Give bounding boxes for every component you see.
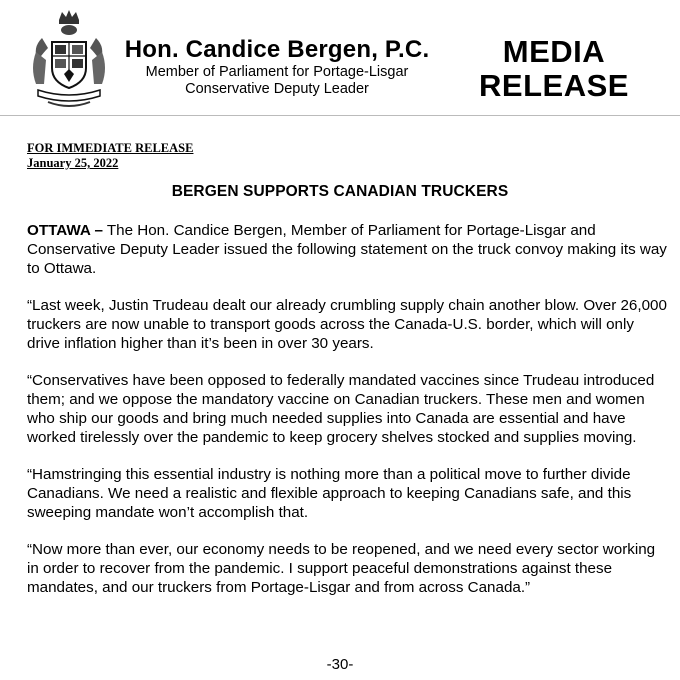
body-paragraph-4: “Hamstringing this essential industry is nothing more than a political move to further divide Canadians. We need a realistic and flexible approach to keeping Canadians safe, and this sweeping mandate won’t accomplish that. xyxy=(27,466,632,521)
end-mark: -30- xyxy=(326,656,354,673)
body-paragraph-2: “Last week, Justin Trudeau dealt our already crumbling supply chain another blow. Over 26,000 truckers are now unable to transport goods across the Canada-U.S. border, which will only drive inflation higher than it’s been in over 30 years. xyxy=(27,297,667,352)
paragraph-1-text: The Hon. Candice Bergen, Member of Parliament for Portage-Lisgar and Conservative Deputy Leader issued the following statement on the truck convoy making its way to Ottawa. xyxy=(27,222,667,277)
coat-of-arms-icon xyxy=(28,8,110,112)
header-block xyxy=(112,36,442,98)
release-title-line1: MEDIA xyxy=(502,34,606,69)
release-type: FOR IMMEDIATE RELEASE xyxy=(27,141,194,155)
mp-name: Hon. Candice Bergen, P.C. xyxy=(124,36,430,63)
release-date: January 25, 2022 xyxy=(27,156,119,170)
header-divider xyxy=(0,115,680,116)
body-paragraph-3: “Conservatives have been opposed to federally mandated vaccines since Trudeau introduced them; and we oppose the mandatory vaccine on Canadian truckers. These men and women who ship our goods and bring much needed supplies into Canada are essential and have worked tirelessly over the pandemic to keep grocery shelves stocked and supplies moving. xyxy=(27,372,655,446)
body-paragraph-1 xyxy=(27,221,667,278)
release-title-line2: RELEASE xyxy=(479,68,629,103)
media-release-title xyxy=(470,35,638,103)
mp-title: Member of Parliament for Portage-Lisgar xyxy=(145,64,409,80)
body-paragraph-5: “Now more than ever, our economy needs to be reopened, and we need every sector working in order to recover from the pandemic. I support peaceful demonstrations against these mandates, and our truckers from Portage-Lisgar and from across Canada.” xyxy=(27,541,656,596)
mp-role: Conservative Deputy Leader xyxy=(185,81,369,97)
dateline: OTTAWA – xyxy=(27,222,103,239)
headline: BERGEN SUPPORTS CANADIAN TRUCKERS xyxy=(171,183,509,200)
release-body xyxy=(27,221,667,615)
release-meta xyxy=(27,141,193,171)
